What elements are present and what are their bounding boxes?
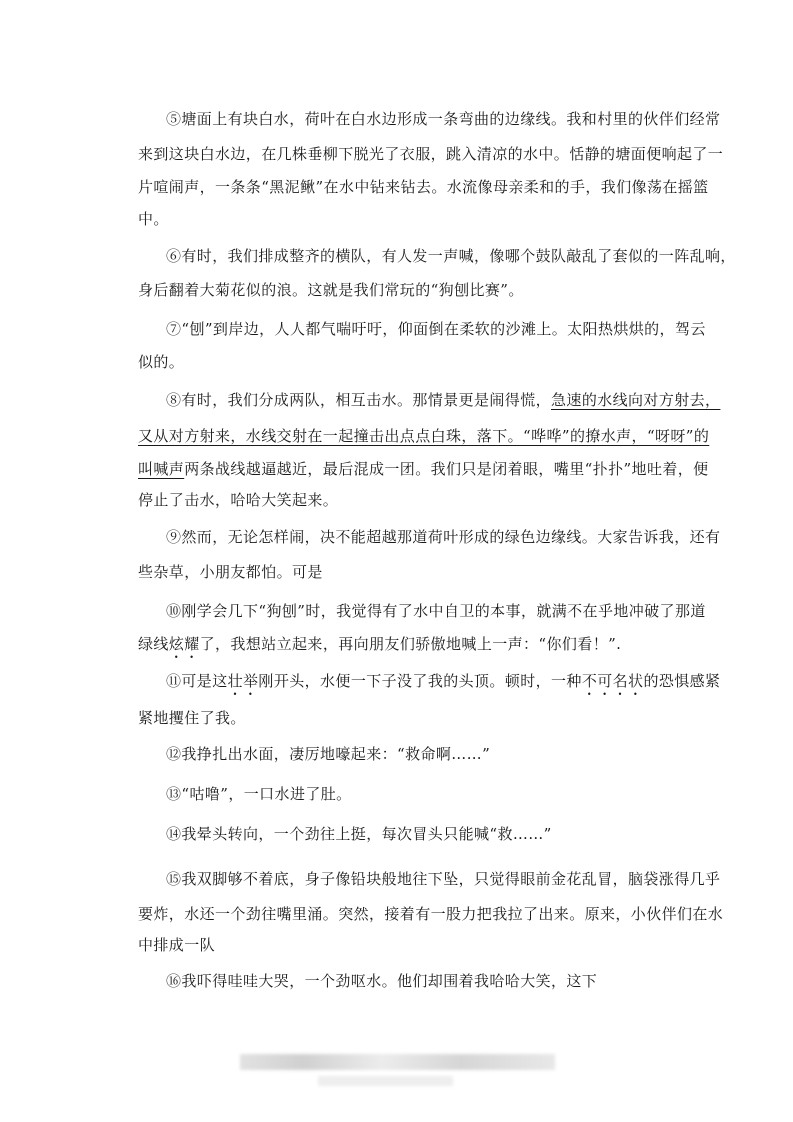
paragraph-8-line-3: [138, 458, 709, 479]
dotted-word-zhuangju: 壮举: [227, 672, 259, 690]
paragraph-9-line-2: 些杂草，小朋友都怕。可是: [138, 563, 323, 581]
paragraph-12-line-1: ⑫我挣扎出水面，凄厉地嚎起来：“救命啊……”: [166, 745, 491, 763]
paragraph-11-line-1: [166, 670, 720, 699]
paragraph-6-line-1: ⑥有时，我们排成整齐的横队，有人发一声喊，像哪个鼓队敲乱了套似的一阵乱响，: [166, 247, 736, 265]
paragraph-8-text: 两条战线越逼越近，最后混成一团。我们只是闭着眼，嘴里“扑扑”地吐着，便: [184, 460, 709, 478]
paragraph-5-line-1: ⑤塘面上有块白水，荷叶在白水边形成一条弯曲的边缘线。我和村里的伙伴们经常: [166, 110, 721, 128]
paragraph-8-line-2: 又从对方射来，水线交射在一起撞击出点点白珠，落下。“哗哗”的撩水声，“呀呀”的: [138, 427, 710, 445]
paragraph-8-underlined-text: 急速的水线向对方射去，: [551, 391, 721, 409]
paragraph-7-line-2: 似的。: [138, 353, 185, 371]
paragraph-15-line-1: ⑮我双脚够不着底，身子像铅块般地往下坠，只觉得眼前金花乱冒，脑袋涨得几乎: [166, 870, 721, 888]
paragraph-11-text: ⑪可是这: [166, 672, 228, 690]
paragraph-10-line-2: [138, 633, 621, 662]
paragraph-7-line-1: ⑦“刨”到岸边，人人都气喘吁吁，仰面倒在柔软的沙滩上。太阳热烘烘的，驾云: [166, 320, 706, 338]
paragraph-15-line-3: 中排成一队: [138, 936, 216, 954]
paragraph-5-line-4: 中。: [138, 210, 169, 228]
blurred-footer-watermark: [318, 1076, 453, 1086]
paragraph-8-line-1: [166, 389, 720, 410]
paragraph-9-line-1: ⑨然而，无论怎样闹，决不能超越那道荷叶形成的绿色边缘线。大家告诉我，还有: [166, 528, 721, 546]
paragraph-8-line-4: 停止了击水，哈哈大笑起来。: [138, 491, 339, 509]
paragraph-11-text: 的恐惧感紧: [643, 672, 721, 690]
paragraph-8-underlined-text: 叫喊声: [138, 460, 185, 478]
paragraph-8-text: ⑧有时，我们分成两队，相互击水。那情景更是闹得慌，: [166, 391, 552, 409]
blurred-footer-watermark: [240, 1054, 555, 1070]
dotted-word-xuanyao: 炫耀: [168, 635, 200, 653]
paragraph-5-line-3: 片喧闹声，一条条“黑泥鳅”在水中钻来钻去。水流像母亲柔和的手，我们像荡在摇篮: [138, 178, 709, 196]
paragraph-10-text: 绿线: [138, 635, 169, 653]
paragraph-16-line-1: ⑯我吓得哇哇大哭，一个劲呕水。他们却围着我哈哈大笑，这下: [166, 972, 598, 990]
paragraph-13-line-1: ⑬“咕噜”，一口水进了肚。: [166, 785, 352, 803]
paragraph-11-text: 刚开头，水便一下子没了我的头顶。顿时，一种: [258, 672, 582, 690]
dotted-word-bukemingzhuang: 不可名状: [581, 672, 644, 690]
paragraph-6-line-2: 身后翻着大菊花似的浪。这就是我们常玩的“狗刨比赛”。: [138, 281, 524, 299]
paragraph-10-line-1: ⑩刚学会几下“狗刨”时，我觉得有了水中自卫的本事，就满不在乎地冲破了那道: [166, 602, 706, 620]
paragraph-14-line-1: ⑭我晕头转向，一个劲往上挺，每次冒头只能喊“救……”: [166, 825, 552, 843]
paragraph-10-text: 了，我想站立起来，再向朋友们骄傲地喊上一声：“你们看！”.: [199, 635, 622, 653]
paragraph-5-line-2: 来到这块白水边，在几株垂柳下脱光了衣服，跳入清凉的水中。恬静的塘面便响起了一: [138, 145, 724, 163]
paragraph-15-line-2: 要炸，水还一个劲往嘴里涌。突然，接着有一股力把我拉了出来。原来，小伙伴们在水: [138, 905, 724, 923]
paragraph-11-line-2: 紧地攫住了我。: [138, 709, 246, 727]
